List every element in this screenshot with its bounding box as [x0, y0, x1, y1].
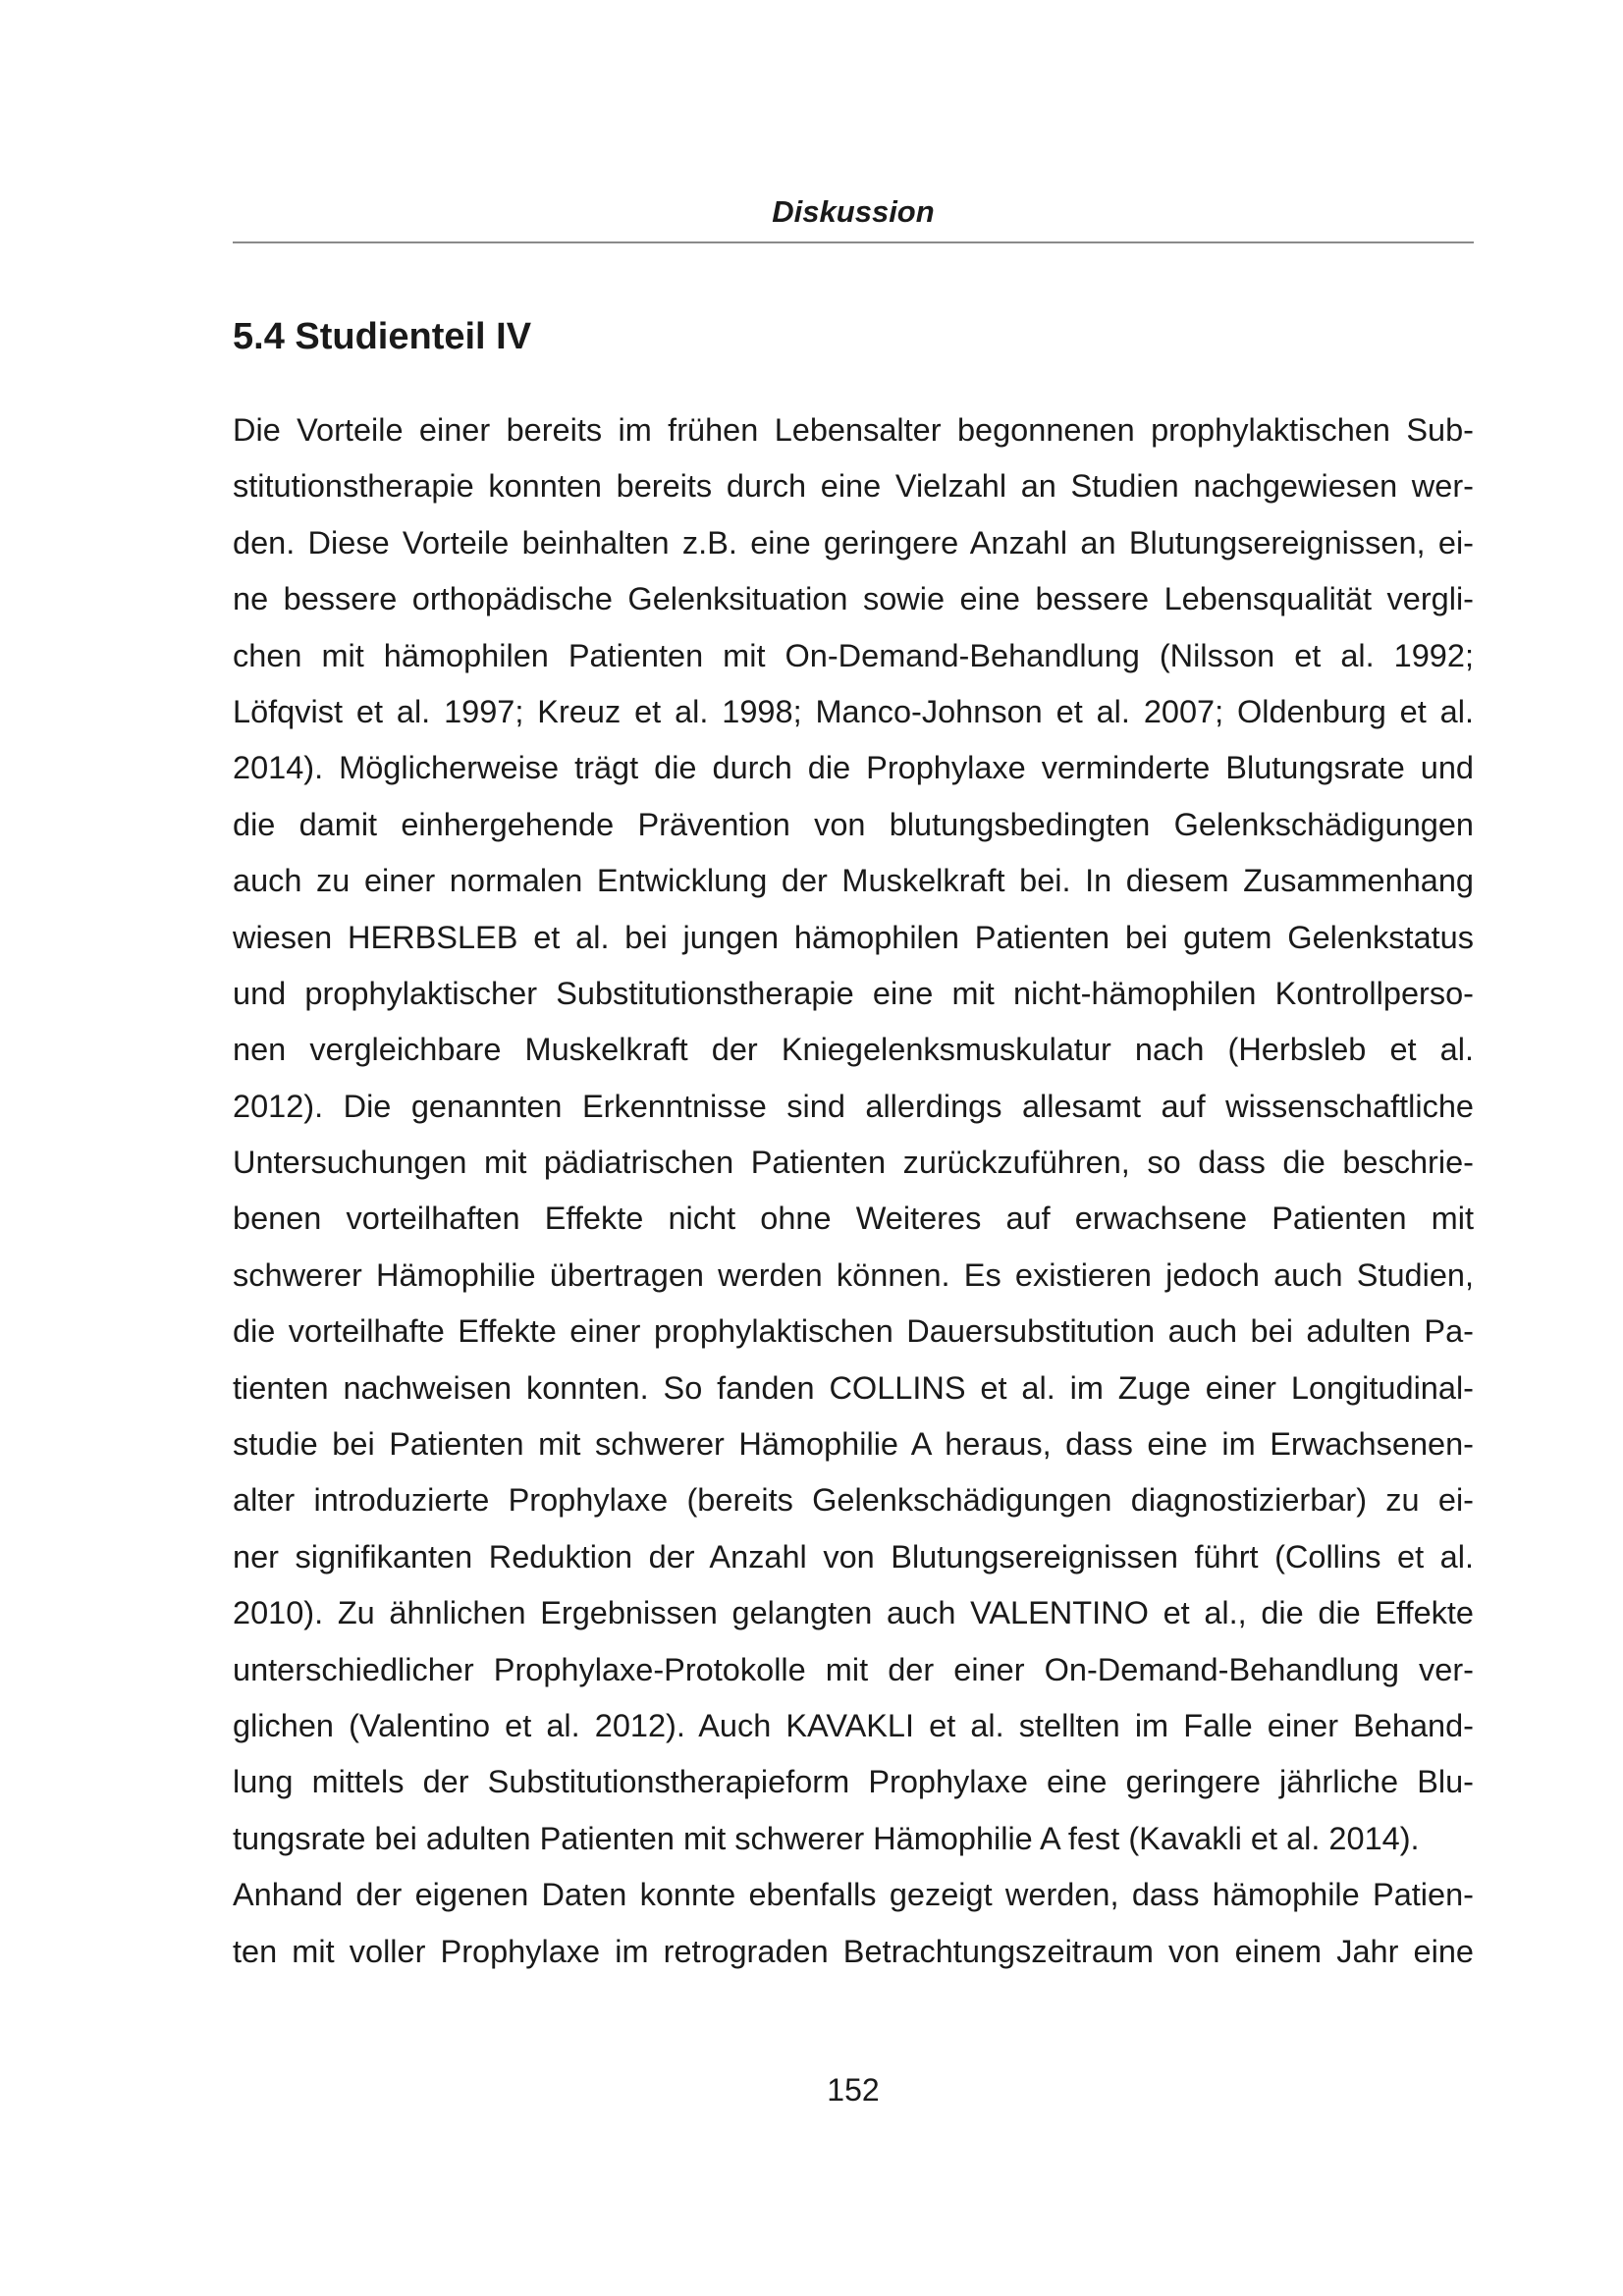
text-line: benen vorteilhaften Effekte nicht ohne Weiteres auf erwachsene Patienten mit — [233, 1201, 1474, 1237]
text-line: lung mittels der Substitutionstherapieform Prophylaxe eine geringere jährliche Blu- — [233, 1764, 1474, 1800]
text-line: ne bessere orthopädische Gelenksituation sowie eine bessere Lebensqualität vergli- — [233, 581, 1474, 617]
text-line: glichen (Valentino et al. 2012). Auch KAVAKLI et al. stellten im Falle einer Behand- — [233, 1707, 1474, 1743]
body-paragraph — [233, 402, 1474, 1980]
text-line: alter introduzierte Prophylaxe (bereits Gelenkschädigungen diagnostizierbar) zu ei- — [233, 1482, 1474, 1519]
text-line: Untersuchungen mit pädiatrischen Patienten zurückzuführen, so dass die beschrie- — [233, 1145, 1474, 1181]
text-line: Die Vorteile einer bereits im frühen Lebensalter begonnenen prophylaktischen Sub- — [233, 412, 1474, 448]
text-line: wiesen HERBSLEB et al. bei jungen hämophilen Patienten bei gutem Gelenkstatus — [233, 919, 1474, 955]
running-header: Diskussion — [772, 194, 935, 229]
page-number: 152 — [827, 2072, 880, 2108]
text-line: auch zu einer normalen Entwicklung der Muskelkraft bei. In diesem Zusammenhang — [233, 863, 1474, 899]
text-line: chen mit hämophilen Patienten mit On-Demand-Behandlung (Nilsson et al. 1992; — [233, 637, 1474, 673]
text-line: 2010). Zu ähnlichen Ergebnissen gelangten auch VALENTINO et al., die die Effekte — [233, 1595, 1474, 1631]
text-line: die damit einhergehende Prävention von blutungsbedingten Gelenkschädigungen — [233, 806, 1474, 842]
text-line: den. Diese Vorteile beinhalten z.B. eine geringere Anzahl an Blutungsereignissen, ei- — [233, 524, 1474, 561]
text-line: 2012). Die genannten Erkenntnisse sind allerdings allesamt auf wissenschaftliche — [233, 1088, 1474, 1124]
text-line: ten mit voller Prophylaxe im retrograden Betrachtungszeitraum von einem Jahr eine — [233, 1933, 1474, 1969]
text-line: stitutionstherapie konnten bereits durch eine Vielzahl an Studien nachgewiesen wer- — [233, 468, 1474, 505]
text-line: schwerer Hämophilie übertragen werden können. Es existieren jedoch auch Studien, — [233, 1256, 1474, 1293]
text-line: tienten nachweisen konnten. So fanden COLLINS et al. im Zuge einer Longitudinal- — [233, 1369, 1474, 1406]
text-line: Anhand der eigenen Daten konnte ebenfalls gezeigt werden, dass hämophile Patien- — [233, 1877, 1474, 1913]
text-line: 2014). Möglicherweise trägt die durch die Prophylaxe verminderte Blutungsrate und — [233, 750, 1474, 786]
section-heading: 5.4 Studienteil IV — [233, 316, 532, 357]
text-line: studie bei Patienten mit schwerer Hämophilie A heraus, dass eine im Erwachsenen- — [233, 1426, 1474, 1463]
text-line: unterschiedlicher Prophylaxe-Protokolle mit der einer On-Demand-Behandlung ver- — [233, 1651, 1474, 1687]
text-line: tungsrate bei adulten Patienten mit schwerer Hämophilie A fest (Kavakli et al. 2014). — [233, 1820, 1420, 1856]
header-rule — [233, 241, 1474, 243]
text-line: die vorteilhafte Effekte einer prophylaktischen Dauersubstitution auch bei adulten Pa- — [233, 1313, 1474, 1350]
text-line: und prophylaktischer Substitutionstherapie eine mit nicht-hämophilen Kontrollperso- — [233, 975, 1474, 1011]
text-line: nen vergleichbare Muskelkraft der Kniegelenksmuskulatur nach (Herbsleb et al. — [233, 1032, 1474, 1068]
text-line: ner signifikanten Reduktion der Anzahl von Blutungsereignissen führt (Collins et al. — [233, 1538, 1474, 1575]
text-line: Löfqvist et al. 1997; Kreuz et al. 1998; Manco-Johnson et al. 2007; Oldenburg et al. — [233, 693, 1474, 729]
